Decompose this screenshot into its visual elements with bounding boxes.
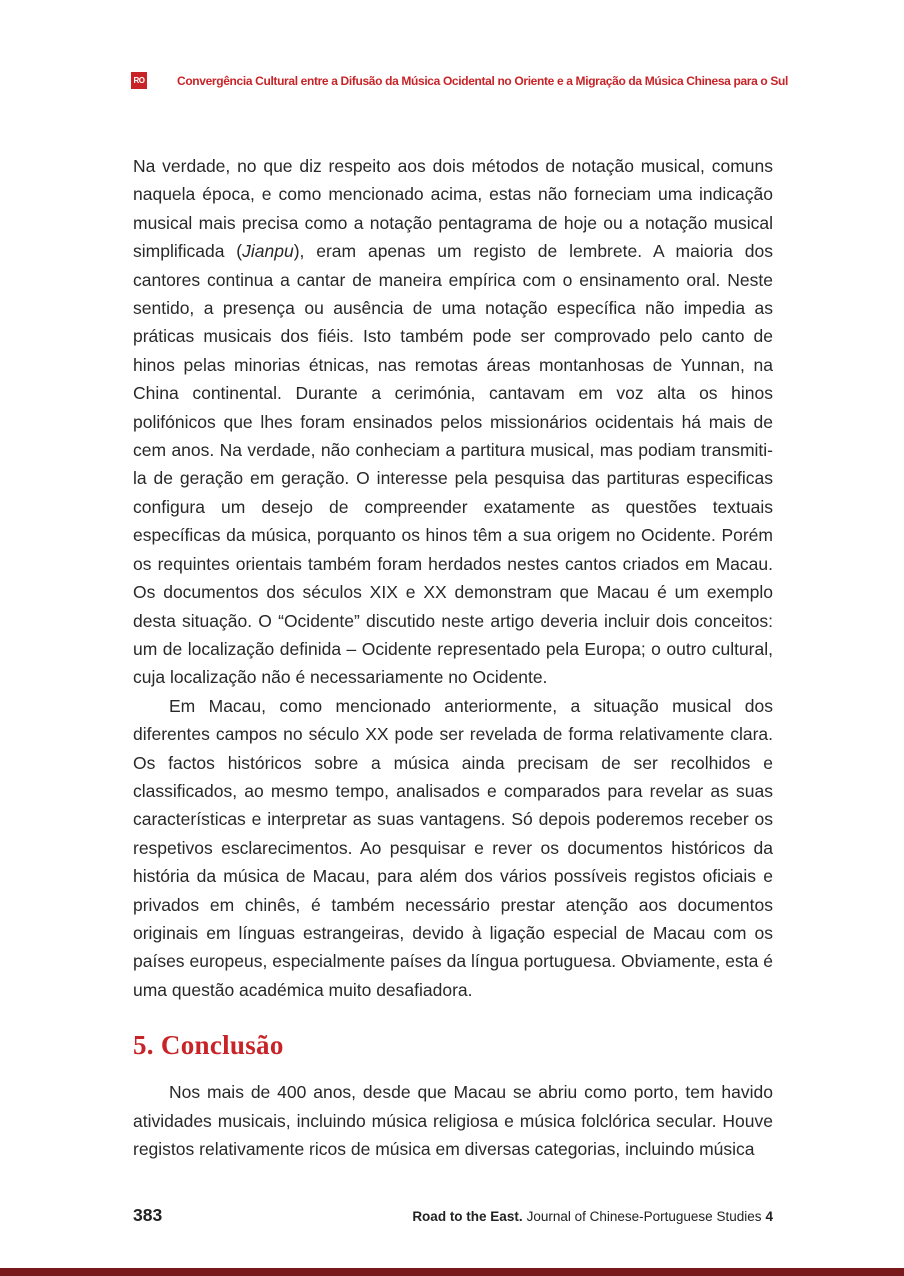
page-footer (133, 1205, 773, 1226)
journal-citation (412, 1209, 773, 1224)
running-head (131, 72, 789, 89)
journal-issue-number: 4 (765, 1209, 773, 1224)
journal-title: Road to the East. (412, 1209, 523, 1224)
page-number: 383 (133, 1205, 163, 1225)
journal-logo-icon: RO (131, 72, 147, 89)
paragraph-1-text-pre: Na verdade, no que diz respeito aos dois métodos de notação musical, comuns naquela época, e como mencionado acima, estas não forneciam uma indicação musical mais precisa como a notação pentagrama de hoje ou a notação musical simplificada ( (133, 156, 773, 262)
paragraph-3: Nos mais de 400 anos, desde que Macau se abriu como porto, tem havido atividades musicais, incluindo música religiosa e música folclórica secular. Houve registos relativamente ricos de música em diversas categorias, incluindo música (133, 1082, 773, 1159)
paragraph-1-text-post: ), eram apenas um registo de lembrete. A maioria dos cantores continua a cantar de maneira empírica com o ensinamento oral. Neste sentido, a presença ou ausência de uma notação específica não impedia as práticas musicais dos fiéis. Isto também pode ser comprovado pelo canto de hinos pelas minorias étnicas, nas remotas áreas montanhosas de Yunnan, na China continental. Durante a cerimónia, cantavam em voz alta os hinos polifónicos que lhes foram ensinados pelos missionários ocidentais há mais de cem anos. Na verdade, não conheciam a partitura musical, mas podiam transmiti-la de geração em geração. O interesse pela pesquisa das partituras especificas configura um desejo de compreender exatamente as questões textuais específicas da música, porquanto os hinos têm a sua origem no Ocidente. Porém os requintes orientais também foram herdados nestes cantos criados em Macau. Os documentos dos séculos XIX e XX demonstram que Macau é um exemplo desta situação. O “Ocidente” discutido neste artigo deveria incluir dois conceitos: um de localização definida – Ocidente representado pela Europa; o outro cultural, cuja localização não é necessariamente no Ocidente. (133, 241, 773, 688)
paragraph-1 (133, 152, 773, 692)
italic-term-jianpu: Jianpu (242, 241, 294, 262)
bottom-accent-bar (0, 1268, 904, 1276)
journal-subtitle: Journal of Chinese-Portuguese Studies (526, 1209, 762, 1224)
paragraph-2: Em Macau, como mencionado anteriormente, a situação musical dos diferentes campos no século XX pode ser revelada de forma relativamente clara. Os factos históricos sobre a música ainda precisam de ser recolhidos e classificados, ao mesmo tempo, analisados e comparados para revelar as suas características e interpretar as suas vantagens. Só depois poderemos receber os respetivos esclarecimentos. Ao pesquisar e rever os documentos históricos da história da música de Macau, para além dos vários possíveis registos oficiais e privados em chinês, é também necessário prestar atenção aos documentos originais em línguas estrangeiras, devido à ligação especial de Macau com os países europeus, especialmente países da língua portuguesa. Obviamente, esta é uma questão académica muito desafiadora. (133, 695, 773, 1000)
article-body (133, 152, 773, 1163)
running-head-title: Convergência Cultural entre a Difusão da Música Ocidental no Oriente e a Migração da Música Chinesa para o Sul (177, 73, 789, 88)
section-heading-conclusao: 5. Conclusão (133, 1030, 284, 1061)
